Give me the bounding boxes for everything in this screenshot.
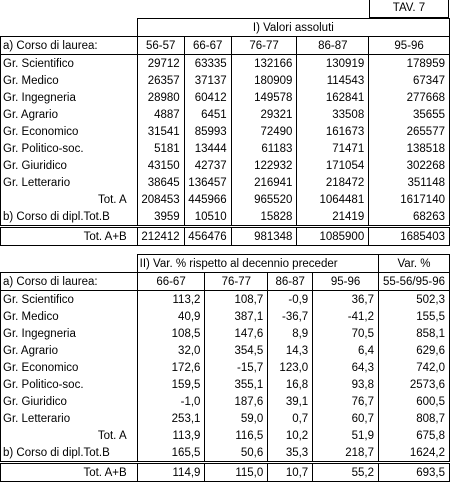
row-label: Gr. Agrario [1, 342, 138, 359]
table-cell: 35,3 [268, 444, 313, 463]
table-cell: 1624,2 [379, 444, 450, 463]
row-label: Gr. Economico [1, 123, 138, 140]
header-label: a) Corso di laurea: [1, 273, 138, 291]
table-cell: 253,1 [137, 410, 205, 427]
table-cell: 149578 [231, 89, 297, 106]
table-cell: -15,7 [205, 359, 268, 376]
table-cell: 208453 [137, 191, 184, 208]
table-cell: 742,0 [379, 359, 450, 376]
column-header: 66-67 [184, 37, 231, 55]
table-row [1, 72, 450, 89]
absolute-values-table [0, 18, 450, 246]
table-cell: 1085900 [297, 227, 369, 246]
table-cell: 212412 [137, 227, 184, 246]
table-cell: 600,5 [379, 393, 450, 410]
table-cell: 39,1 [268, 393, 313, 410]
table-cell: 63335 [184, 55, 231, 73]
table-cell: 4887 [137, 106, 184, 123]
column-header: 95-96 [313, 273, 379, 291]
table-cell: 31541 [137, 123, 184, 140]
table-row [1, 123, 450, 140]
column-header: 95-96 [369, 37, 450, 55]
table-cell: 218,7 [313, 444, 379, 463]
table-cell: 172,6 [137, 359, 205, 376]
row-label: Tot. A [1, 427, 138, 444]
table-cell: 10,2 [268, 427, 313, 444]
table-cell: -41,2 [313, 308, 379, 325]
column-header: 55-56/95-96 [379, 273, 450, 291]
section-title: II) Var. % rispetto al decennio preceder [137, 255, 378, 273]
column-header: 86-87 [297, 37, 369, 55]
table-cell: 42737 [184, 157, 231, 174]
table-cell: 43150 [137, 157, 184, 174]
table-cell: 85993 [184, 123, 231, 140]
total-a-row [1, 191, 450, 208]
row-label: b) Corso di dipl.Tot.B [1, 208, 138, 227]
total-ab-row [1, 463, 450, 482]
table-cell: 130919 [297, 55, 369, 73]
table-cell: 216941 [231, 174, 297, 191]
table-cell: 115,0 [205, 463, 268, 482]
table-row [1, 342, 450, 359]
table-cell: 808,7 [379, 410, 450, 427]
row-label: b) Corso di dipl.Tot.B [1, 444, 138, 463]
table-cell: 113,9 [137, 427, 205, 444]
table-cell: 178959 [369, 55, 450, 73]
section-title-last: Var. % [379, 255, 450, 273]
table-cell: 180909 [231, 72, 297, 89]
diploma-row [1, 444, 450, 463]
table-cell: 3959 [137, 208, 184, 227]
table-row [1, 157, 450, 174]
table-cell: 64,3 [313, 359, 379, 376]
table-cell: 132166 [231, 55, 297, 73]
table-cell: 1685403 [369, 227, 450, 246]
table-number-label: TAV. 7 [369, 0, 449, 18]
table-row [1, 325, 450, 342]
table-cell: 14,3 [268, 342, 313, 359]
table-cell: 5181 [137, 140, 184, 157]
table-cell: 35655 [369, 106, 450, 123]
blank-cell [1, 255, 138, 273]
table-cell: 59,0 [205, 410, 268, 427]
table-cell: 37137 [184, 72, 231, 89]
row-label: Gr. Medico [1, 308, 138, 325]
table-cell: 122932 [231, 157, 297, 174]
table-cell: 0,7 [268, 410, 313, 427]
table-cell: 50,6 [205, 444, 268, 463]
table-cell: 51,9 [313, 427, 379, 444]
row-label: Tot. A+B [1, 227, 138, 246]
table-cell: 114543 [297, 72, 369, 89]
header-row [1, 37, 450, 55]
blank-cell [1, 19, 138, 37]
table-cell: 38645 [137, 174, 184, 191]
header-label: a) Corso di laurea: [1, 37, 138, 55]
table-cell: 693,5 [379, 463, 450, 482]
table-cell: 26357 [137, 72, 184, 89]
row-label: Gr. Letterario [1, 174, 138, 191]
row-label: Gr. Scientifico [1, 291, 138, 309]
table-cell: 159,5 [137, 376, 205, 393]
table-cell: 36,7 [313, 291, 379, 309]
table-cell: 265577 [369, 123, 450, 140]
row-label: Tot. A [1, 191, 138, 208]
table-cell: 60,7 [313, 410, 379, 427]
table-cell: 10,7 [268, 463, 313, 482]
table-cell: 28980 [137, 89, 184, 106]
table-cell: 67347 [369, 72, 450, 89]
table-cell: 147,6 [205, 325, 268, 342]
table-row [1, 174, 450, 191]
row-label: Gr. Giuridico [1, 157, 138, 174]
table-cell: 355,1 [205, 376, 268, 393]
row-label: Gr. Economico [1, 359, 138, 376]
percent-change-table [0, 254, 450, 482]
title-row [1, 19, 450, 37]
table-cell: 6451 [184, 106, 231, 123]
table-row [1, 89, 450, 106]
table-row [1, 376, 450, 393]
table-cell: 70,5 [313, 325, 379, 342]
table-cell: 502,3 [379, 291, 450, 309]
table-cell: 675,8 [379, 427, 450, 444]
table-cell: 16,8 [268, 376, 313, 393]
total-ab-row [1, 227, 450, 246]
table-row [1, 291, 450, 309]
row-label: Gr. Medico [1, 72, 138, 89]
row-label: Gr. Giuridico [1, 393, 138, 410]
table-cell: 93,8 [313, 376, 379, 393]
table-row [1, 410, 450, 427]
table-cell: 445966 [184, 191, 231, 208]
column-header: 66-67 [137, 273, 205, 291]
table-cell: 171054 [297, 157, 369, 174]
table-cell: 277668 [369, 89, 450, 106]
table-cell: 981348 [231, 227, 297, 246]
table-cell: 302268 [369, 157, 450, 174]
table-row [1, 359, 450, 376]
row-label: Gr. Ingegneria [1, 89, 138, 106]
table-cell: 68263 [369, 208, 450, 227]
table-cell: 123,0 [268, 359, 313, 376]
table-cell: 858,1 [379, 325, 450, 342]
table-cell: 187,6 [205, 393, 268, 410]
table-cell: 32,0 [137, 342, 205, 359]
table-cell: 354,5 [205, 342, 268, 359]
table-cell: 76,7 [313, 393, 379, 410]
row-label: Gr. Scientifico [1, 55, 138, 73]
table-cell: 2573,6 [379, 376, 450, 393]
table-cell: 965520 [231, 191, 297, 208]
row-label: Gr. Letterario [1, 410, 138, 427]
header-row [1, 273, 450, 291]
table-cell: 60412 [184, 89, 231, 106]
table-cell: 113,2 [137, 291, 205, 309]
table-cell: 71471 [297, 140, 369, 157]
table-row [1, 140, 450, 157]
table-cell: 29321 [231, 106, 297, 123]
table-cell: 108,5 [137, 325, 205, 342]
row-label: Gr. Politico-soc. [1, 140, 138, 157]
table-cell: 116,5 [205, 427, 268, 444]
table-cell: 456476 [184, 227, 231, 246]
table-cell: 13444 [184, 140, 231, 157]
section-title: I) Valori assoluti [137, 19, 449, 37]
table-cell: 1064481 [297, 191, 369, 208]
table-cell: 165,5 [137, 444, 205, 463]
table-cell: 6,4 [313, 342, 379, 359]
table-cell: 33508 [297, 106, 369, 123]
table-cell: 351148 [369, 174, 450, 191]
column-header: 56-57 [137, 37, 184, 55]
table-cell: 29712 [137, 55, 184, 73]
table-cell: -1,0 [137, 393, 205, 410]
table-cell: 8,9 [268, 325, 313, 342]
title-row [1, 255, 450, 273]
table-cell: -0,9 [268, 291, 313, 309]
table-row [1, 106, 450, 123]
table-cell: 162841 [297, 89, 369, 106]
row-label: Gr. Ingegneria [1, 325, 138, 342]
row-label: Gr. Politico-soc. [1, 376, 138, 393]
table-row [1, 55, 450, 73]
table-cell: 55,2 [313, 463, 379, 482]
row-label: Tot. A+B [1, 463, 138, 482]
table-cell: -36,7 [268, 308, 313, 325]
total-a-row [1, 427, 450, 444]
table-cell: 161673 [297, 123, 369, 140]
table-cell: 10510 [184, 208, 231, 227]
table-row [1, 308, 450, 325]
table-cell: 629,6 [379, 342, 450, 359]
diploma-row [1, 208, 450, 227]
table-cell: 155,5 [379, 308, 450, 325]
table-cell: 138518 [369, 140, 450, 157]
column-header: 86-87 [268, 273, 313, 291]
table-cell: 108,7 [205, 291, 268, 309]
table-cell: 387,1 [205, 308, 268, 325]
row-label: Gr. Agrario [1, 106, 138, 123]
table-cell: 61183 [231, 140, 297, 157]
table-cell: 218472 [297, 174, 369, 191]
table-cell: 40,9 [137, 308, 205, 325]
table-cell: 1617140 [369, 191, 450, 208]
table-cell: 21419 [297, 208, 369, 227]
table-cell: 114,9 [137, 463, 205, 482]
table-cell: 72490 [231, 123, 297, 140]
table-row [1, 393, 450, 410]
column-header: 76-77 [205, 273, 268, 291]
table-cell: 136457 [184, 174, 231, 191]
column-header: 76-77 [231, 37, 297, 55]
table-cell: 15828 [231, 208, 297, 227]
